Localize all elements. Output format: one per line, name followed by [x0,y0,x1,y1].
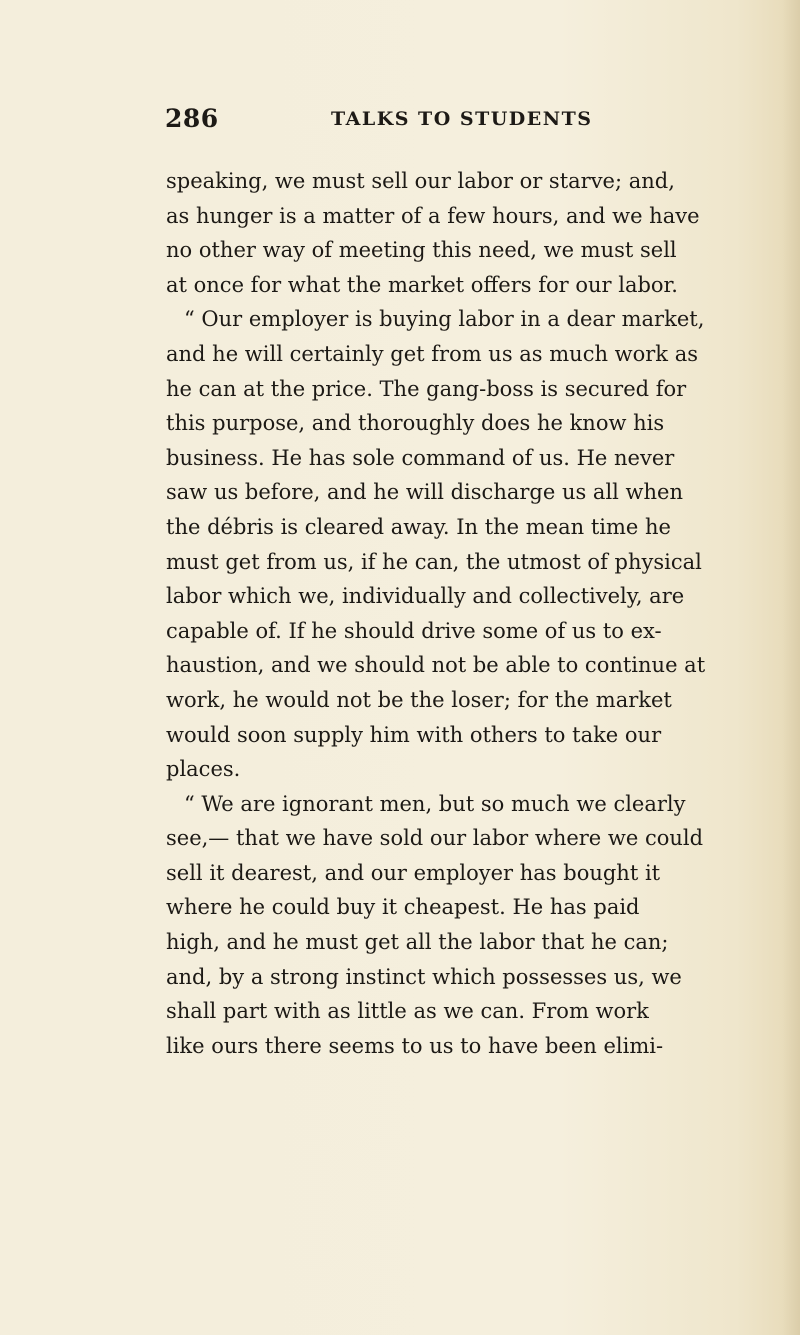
body-text [166,164,706,1063]
text-line: like ours there seems to us to have been elimi- [166,1033,664,1058]
page-number: 286 [165,104,219,133]
text-line: “ Our employer is buying labor in a dear market, [184,307,705,332]
running-head: TALKS TO STUDENTS [331,108,593,130]
page-header [165,104,645,138]
text-line: capable of. If he should drive some of us to ex- [166,618,662,643]
text-line: haustion, and we should not be able to continue at [166,653,706,678]
text-line: high, and he must get all the labor that he can; [166,930,669,955]
text-line: speaking, we must sell our labor or starve; and, [166,169,675,193]
text-line: business. He has sole command of us. He never [166,445,675,470]
text-line: must get from us, if he can, the utmost of physical [166,549,702,574]
text-line: the débris is cleared away. In the mean time he [166,514,671,539]
text-line: this purpose, and thoroughly does he know his [166,411,665,436]
text-line: and, by a strong instinct which possesses us, we [166,964,682,989]
text-line: see,— that we have sold our labor where we could [166,826,704,851]
text-line: saw us before, and he will discharge us all when [166,480,684,505]
text-line: at once for what the market offers for our labor. [166,272,678,297]
text-line: no other way of meeting this need, we must sell [166,238,677,263]
text-line: “ We are ignorant men, but so much we clearly [184,791,686,816]
text-line: labor which we, individually and collectively, are [166,584,685,609]
text-line: as hunger is a matter of a few hours, and we have [166,203,700,228]
text-line: and he will certainly get from us as much work as [166,341,699,366]
text-line: work, he would not be the loser; for the market [166,687,672,712]
text-line: shall part with as little as we can. From work [166,999,649,1024]
text-line: where he could buy it cheapest. He has paid [166,895,640,920]
text-line: he can at the price. The gang-boss is secured for [166,376,687,401]
text-line: places. [166,757,241,782]
page-edge-shadow [782,0,800,1335]
text-line: would soon supply him with others to take our [166,722,662,747]
text-line: sell it dearest, and our employer has bought it [166,860,661,885]
